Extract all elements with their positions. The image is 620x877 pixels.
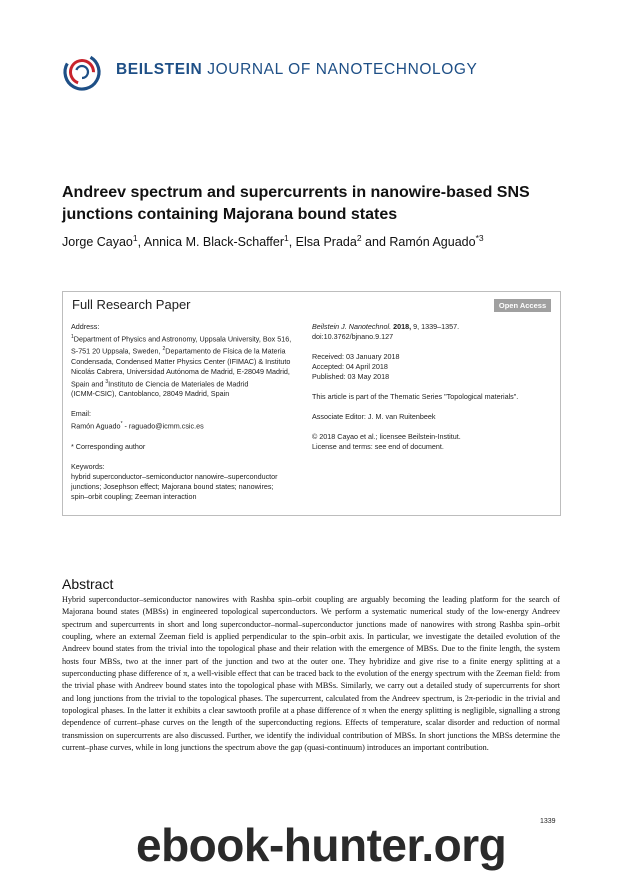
keywords-text: [71, 472, 301, 502]
email-link[interactable]: - raguado@icmm.csic.es: [122, 421, 204, 431]
article-title: Andreev spectrum and supercurrents in nanowire-based SNS junctions containing Majorana bound states: [62, 184, 530, 223]
email-label: Email:: [71, 409, 91, 419]
author-list: Jorge Cayao$^1$, Annica M. Black-Schaffer$^1$, Elsa Prada$^2$ and Ramón Aguado$^{*3}$: [62, 233, 484, 250]
abstract-heading: Abstract: [62, 576, 114, 592]
address-text: $^1$Department of Physics and Astronomy, Uppsala University, Box 516, S-751 20 Uppsala, Sweden, $^2$Departamento de Física de la Materia Condensada, Condensed Matter Physics Center (IFIMAC) & Instituto Nicolás Cabrera, Universidad Autónoma de Madrid, E-28049 Madrid, Spain and $^3$Instituto de Ciencia de Materiales de Madrid (ICMM-CSIC), Cantoblanco, 28049 Madrid, Spain: [71, 334, 292, 399]
email-line: Ramón Aguado* - raguado@icmm.csic.es: [71, 421, 204, 431]
thematic-series: This article is part of the Thematic Series "Topological materials".: [312, 392, 519, 401]
associate-editor: Associate Editor: J. M. van Ruitenbeek: [312, 412, 436, 421]
keyword-line: junctions; Josephson effect; Majorana bound states; nanowires;: [71, 481, 274, 491]
open-access-badge: Open Access: [494, 299, 551, 312]
corresponding-author-note: * Corresponding author: [71, 441, 146, 451]
author-affiliation-mark: 1: [283, 233, 289, 243]
author-name: Jorge Cayao: [62, 235, 133, 250]
author-name: Elsa Prada: [295, 235, 357, 250]
keyword-line: spin–orbit coupling; Zeeman interaction: [71, 491, 197, 501]
keyword-line: hybrid superconductor–semiconductor nanowire–superconductor: [71, 471, 278, 481]
accepted-date: Accepted: 04 April 2018: [312, 362, 388, 371]
page-number: 1339: [540, 818, 556, 825]
published-date: Published: 03 May 2018: [312, 372, 390, 381]
citation: Beilstein J. Nanotechnol. 2018, 9, 1339–1357.: [312, 322, 460, 331]
watermark: ebook-hunter.org: [136, 819, 507, 871]
author-affiliation-mark: 2: [356, 233, 362, 243]
doi-link[interactable]: doi:10.3762/bjnano.9.127: [312, 332, 394, 341]
keywords-label: Keywords:: [71, 461, 105, 471]
address-label: Address:: [71, 322, 100, 331]
license-terms: License and terms: see end of document.: [312, 442, 444, 451]
received-date: Received: 03 January 2018: [312, 352, 400, 361]
author-affiliation-mark: *3: [475, 233, 484, 243]
abstract-body: Hybrid superconductor–semiconductor nanowires with Rashba spin–orbit coupling are arguably becoming the leading platform for the search of Majorana bound states (MBSs) in engineered topological superconductors. We perform a systematic numerical study of the low-energy Andreev spectrum and supercurrents in short and long superconductor–normal–superconductor junctions made of nanowires with strong Rashba spin–orbit coupling, where an external Zeeman field is applied perpendicular to the spin–orbit axis. In particular, we investigate the detailed evolution of the Andreev bound states from the trivial into the topological phase and their relation with the emergence of MBSs. Due to the finite length, the system hosts four MBSs, two at the inner part of the junction and two at the outer one. They hybridize and give rise to a finite energy splitting at a superconducting phase difference of π, a well-visible effect that can be traced back to the evolution of the energy spectrum with the Zeeman field: from the trivial phase with Andreev bound states into the topological phase with MBSs. Similarly, we carry out a detailed study of supercurrents for short and long junctions from the trivial to the topological phases. The supercurrent, calculated from the Andreev spectrum, is 2π-periodic in the trivial and topological phases. In the latter it exhibits a clear sawtooth profile at a phase difference of π when the energy splitting is negligible, signalling a strong dependence of current–phase curves on the length of the superconducting regions. Effects of temperature, scalar disorder and reduction of normal transmission on supercurrents are also discussed. Further, we identify the individual contribution of MBSs. In short junctions the MBSs determine the current–phase curves, while in long junctions the spectrum above the gap (quasi-continuum) introduces an important contribution.: [62, 595, 560, 753]
author-name: Ramón Aguado: [389, 235, 476, 250]
copyright: © 2018 Cayao et al.; licensee Beilstein-Institut.: [312, 432, 461, 441]
author-affiliation-mark: 1: [132, 233, 138, 243]
info-left-column: [71, 322, 301, 502]
journal-name: BEILSTEIN JOURNAL OF NANOTECHNOLOGY: [116, 61, 478, 78]
beilstein-logo-icon: [62, 52, 102, 92]
author-name: Annica M. Black-Schaffer: [143, 235, 284, 250]
paper-type: Full Research Paper: [72, 297, 191, 312]
info-right-column: [312, 322, 557, 452]
